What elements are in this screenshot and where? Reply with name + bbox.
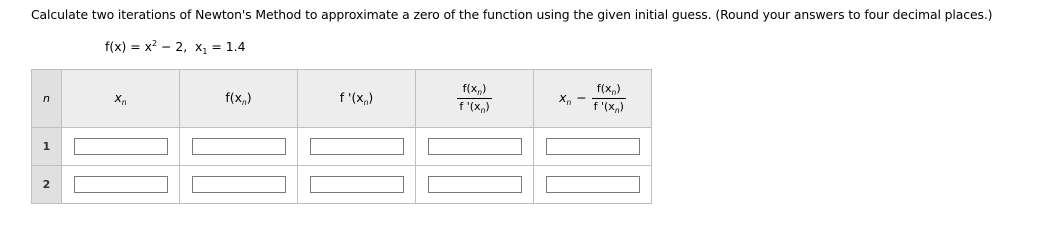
header-ratio — [416, 70, 534, 128]
row-number: 2 — [32, 166, 62, 204]
function-lhs: f(x) = x — [105, 39, 152, 54]
guess-value: = 1.4 — [207, 39, 246, 54]
header-next-estimate: $x_n$ − $\frac{f(x_n)}{f '(x_n)}$ — [534, 70, 652, 128]
header-fprime-xn: f '$(x_n)$ — [298, 70, 416, 128]
answer-input-f-row-1[interactable] — [192, 138, 286, 155]
answer-input-f-row-2[interactable] — [192, 176, 286, 193]
instructions-text: Calculate two iterations of Newton's Method to approximate a zero of the function using the given initial guess. (Round your answers to four decimal places.) — [31, 7, 993, 22]
table-row — [32, 166, 652, 204]
newton-method-table — [31, 69, 652, 204]
answer-input-ratio-row-1[interactable] — [428, 138, 522, 155]
guess-subscript: 1 — [202, 47, 208, 56]
ratio-fraction: $\frac{f(x_n)}{f '(x_n)}$ — [459, 82, 490, 115]
row-number: 1 — [32, 128, 62, 166]
header-xn: $x_n$ — [62, 70, 180, 128]
table-header-row — [32, 70, 652, 128]
header-f-xn: $f(x_n)$ — [180, 70, 298, 128]
function-definition — [105, 39, 245, 56]
guess-variable: x — [195, 39, 203, 54]
answer-input-fprime-row-2[interactable] — [310, 176, 404, 193]
answer-input-next-row-1[interactable] — [546, 138, 640, 155]
next-estimate-fraction: $\frac{f(x_n)}{f '(x_n)}$ — [593, 82, 624, 115]
function-exponent: 2 — [151, 39, 158, 48]
header-n: n — [32, 70, 62, 128]
answer-input-xn-row-1[interactable] — [74, 138, 168, 155]
answer-input-ratio-row-2[interactable] — [428, 176, 522, 193]
answer-input-xn-row-2[interactable] — [74, 176, 168, 193]
answer-input-next-row-2[interactable] — [546, 176, 640, 193]
answer-input-fprime-row-1[interactable] — [310, 138, 404, 155]
function-rhs: − 2, — [157, 39, 188, 54]
table-row — [32, 128, 652, 166]
